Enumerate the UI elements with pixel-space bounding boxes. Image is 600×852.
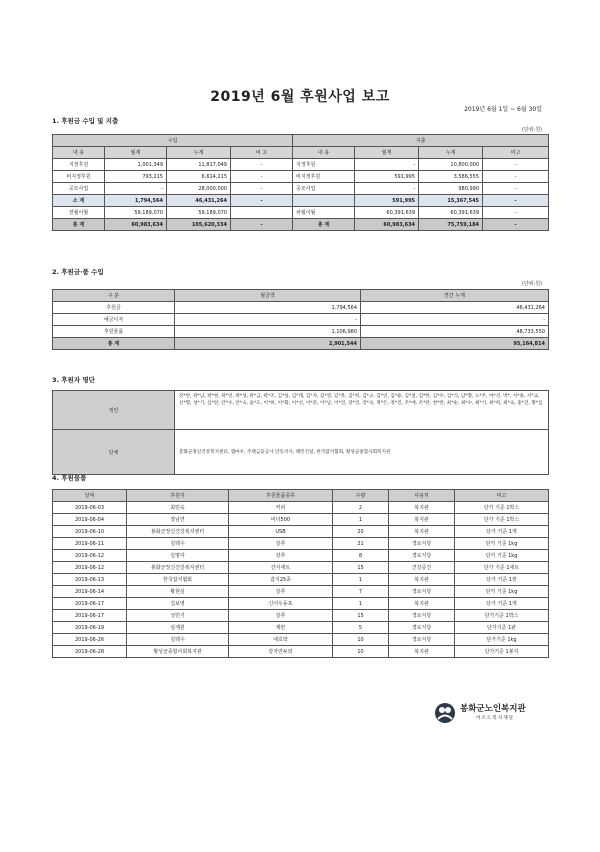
column-header: 날짜 [53, 490, 127, 502]
table-cell: 총 계 [53, 219, 105, 231]
table-cell: 60,983,634 [105, 219, 167, 231]
table-cell: 6,614,215 [167, 171, 231, 183]
table-cell: 건강증진 [389, 562, 455, 574]
table-cell: 총 계 [53, 338, 175, 350]
table-cell: 60,983,634 [355, 219, 419, 231]
logo-subtitle: 어르드복지재단 [476, 716, 515, 721]
table-cell: 10 [333, 634, 389, 646]
goods-rows [53, 502, 549, 658]
table-cell: 21 [333, 538, 389, 550]
table-cell: 계란 [229, 622, 333, 634]
column-header: 후원물품종류 [229, 490, 333, 502]
table-cell: 48,733,550 [361, 326, 549, 338]
table-cell: 황성군종합사회복지관 [127, 646, 229, 658]
table-cell [231, 207, 293, 219]
table-cell: USB [229, 526, 333, 538]
table-cell: 전월이월 [53, 207, 105, 219]
table-cell: - [175, 314, 361, 326]
table-cell: - [355, 183, 419, 195]
table-cell: 복지관 [389, 598, 455, 610]
total-row [53, 338, 549, 350]
table-row [53, 326, 549, 338]
table-row [53, 391, 549, 430]
table-cell: 591,995 [355, 171, 419, 183]
table-cell: 단가 기준 1kg [455, 538, 549, 550]
table-cell: - [483, 207, 549, 219]
table-cell: 15,367,545 [419, 195, 483, 207]
section-3-heading: 3. 후원자 명단 [52, 376, 95, 384]
table-cell: 단가 기준 1권 [455, 574, 549, 586]
table-cell: 2019-06-14 [53, 586, 127, 598]
report-title: 2019년 6월 후원사업 보고 [210, 89, 390, 105]
table-cell: - [231, 219, 293, 231]
column-header: 사용처 [389, 490, 455, 502]
logo-name: 봉화군노인복지관 [460, 704, 526, 714]
column-header: 비고 [455, 490, 549, 502]
table-row [53, 514, 549, 526]
table-cell: 비지정후원 [53, 171, 105, 183]
table-cell: - [483, 159, 549, 171]
table-cell: 단가 기준 1박스 [455, 502, 549, 514]
income-expense-table [52, 134, 549, 231]
table-cell: 경로식당 [389, 586, 455, 598]
organization-logo [434, 700, 564, 728]
group-label: 단체 [53, 430, 175, 475]
column-header: 구 분 [53, 290, 175, 302]
table-cell: 15 [333, 562, 389, 574]
table-cell: 상추 [229, 586, 333, 598]
table-cell: 복지관 [389, 502, 455, 514]
table-cell: 비지정후원 [293, 171, 355, 183]
table-cell: 김택수 [127, 538, 229, 550]
table-row [53, 550, 549, 562]
table-cell: 1 [333, 514, 389, 526]
table-cell: 잡지25종 [229, 574, 333, 586]
column-header: 누계 [419, 147, 483, 159]
table-cell: 단가 기준 1개 [455, 598, 549, 610]
table-cell: 105,620,334 [167, 219, 231, 231]
column-header: 비 고 [231, 147, 293, 159]
donated-goods-table [52, 489, 549, 658]
table-cell: 1,001,349 [105, 159, 167, 171]
table-cell: - [355, 159, 419, 171]
table-cell: 상추 [229, 538, 333, 550]
table-cell: 2019-06-17 [53, 598, 127, 610]
table-cell: - [483, 171, 549, 183]
table-cell: 총 계 [293, 219, 355, 231]
table-row [53, 634, 549, 646]
table-row [53, 314, 549, 326]
table-cell: 예금이자 [53, 314, 175, 326]
table-cell: 28,000,000 [167, 183, 231, 195]
table-cell: 단가 기준 1박스 [455, 514, 549, 526]
expense-group-header: 지출 [293, 135, 549, 147]
table-cell: 경로식당 [389, 538, 455, 550]
section-1-unit: (단위:원) [521, 127, 542, 133]
table-cell: 신어우동포 [229, 598, 333, 610]
table-cell: 793,215 [105, 171, 167, 183]
table-cell: 한국잡지협회 [127, 574, 229, 586]
table-cell: 20 [333, 526, 389, 538]
subtotal-row [53, 195, 549, 207]
table-row [53, 598, 549, 610]
table-cell: 46,431,264 [167, 195, 231, 207]
column-header: 연간 누계 [361, 290, 549, 302]
table-row [53, 586, 549, 598]
table-cell: 1,794,564 [105, 195, 167, 207]
table-header-row [53, 490, 549, 502]
column-header: 내 용 [53, 147, 105, 159]
table-cell: 공모사업 [293, 183, 355, 195]
table-cell: 2019-06-19 [53, 622, 127, 634]
table-cell: 2019-06-04 [53, 514, 127, 526]
section-2-unit: (단위:원) [521, 281, 542, 287]
table-cell: 2019-06-12 [53, 562, 127, 574]
section-1-heading: 1. 후원금 수입 및 지출 [52, 117, 119, 125]
column-header: 수량 [333, 490, 389, 502]
table-cell: 단가기준 1박스 [455, 610, 549, 622]
table-cell: 10 [333, 646, 389, 658]
table-cell: 2,901,544 [175, 338, 361, 350]
table-row [53, 183, 549, 195]
welfare-center-emblem-icon [434, 702, 456, 724]
table-cell: 2019-06-17 [53, 610, 127, 622]
table-cell: 상추 [229, 550, 333, 562]
table-cell: 2019-06-28 [53, 646, 127, 658]
section-4-heading: 4. 후원물품 [52, 474, 87, 482]
table-cell: 후원물품 [53, 326, 175, 338]
table-row [53, 502, 549, 514]
table-cell: 2019-06-11 [53, 538, 127, 550]
table-cell: 7 [333, 586, 389, 598]
table-cell: 46,431,264 [361, 302, 549, 314]
table-row [53, 159, 549, 171]
table-row [53, 574, 549, 586]
table-cell: 단가기준 1봉지 [455, 646, 549, 658]
table-cell: 59,189,070 [105, 207, 167, 219]
table-row [53, 622, 549, 634]
table-cell: 감자만두외 [229, 646, 333, 658]
table-cell: 단가 기준 1세트 [455, 562, 549, 574]
table-cell: - [105, 183, 167, 195]
table-cell: 경로식당 [389, 550, 455, 562]
table-cell: 차월이월 [293, 207, 355, 219]
table-cell: - [231, 183, 293, 195]
table-cell: 단가기준 1판 [455, 622, 549, 634]
table-cell: 60,391,639 [355, 207, 419, 219]
table-cell: 2019-06-12 [53, 550, 127, 562]
column-header: 월금액 [175, 290, 361, 302]
table-cell: 경로식당 [389, 622, 455, 634]
table-header-row [53, 147, 549, 159]
table-cell: 단가 기준 1kg [455, 586, 549, 598]
table-cell: 59,189,070 [167, 207, 231, 219]
table-row [53, 430, 549, 475]
table-cell: 김택수 [127, 634, 229, 646]
table-cell: 소 계 [53, 195, 105, 207]
table-cell: 장남연 [127, 514, 229, 526]
table-cell: 95,164,814 [361, 338, 549, 350]
table-cell: 단가 기준 1kg [455, 550, 549, 562]
table-cell: 10,800,000 [419, 159, 483, 171]
income-group-header: 수입 [53, 135, 293, 147]
table-cell: - [231, 195, 293, 207]
table-row [53, 526, 549, 538]
table-cell: 591,995 [355, 195, 419, 207]
table-cell: 봉화군정신건강복지센터 [127, 562, 229, 574]
table-cell: 단가 기준 1개 [455, 526, 549, 538]
table-cell: 1 [333, 598, 389, 610]
table-cell: 김명자 [127, 550, 229, 562]
table-cell: - [361, 314, 549, 326]
table-cell: 단가기준 1kg [455, 634, 549, 646]
table-cell: 2019-06-26 [53, 634, 127, 646]
table-cell: 경로식당 [389, 610, 455, 622]
table-cell: 김보영 [127, 598, 229, 610]
table-cell: 1,106,980 [175, 326, 361, 338]
table-row [53, 646, 549, 658]
table-cell: 980,990 [419, 183, 483, 195]
table-row [53, 302, 549, 314]
table-cell: 1 [333, 574, 389, 586]
table-cell: 상추 [229, 610, 333, 622]
donor-list-table [52, 390, 549, 475]
table-cell: 2019-06-10 [53, 526, 127, 538]
report-period: 2019년 6월 1일 ~ 6월 30일 [464, 106, 542, 113]
table-cell: 15 [333, 610, 389, 622]
table-cell: 2 [333, 502, 389, 514]
table-cell: 복지관 [389, 514, 455, 526]
table-row [53, 562, 549, 574]
table-cell: 2019-06-03 [53, 502, 127, 514]
table-cell: 5 [333, 622, 389, 634]
table-cell: 간식세트 [229, 562, 333, 574]
table-cell: 75,759,184 [419, 219, 483, 231]
table-cell: 최민숙 [127, 502, 229, 514]
table-row [53, 610, 549, 622]
carry-row [53, 207, 549, 219]
table-cell: 3,586,555 [419, 171, 483, 183]
column-header: 월계 [105, 147, 167, 159]
table-cell: 복지관 [389, 526, 455, 538]
column-header: 월계 [355, 147, 419, 159]
table-cell: 심재원 [127, 622, 229, 634]
table-cell: 2019-06-13 [53, 574, 127, 586]
section-2-heading: 2. 후원금·품 수입 [52, 268, 104, 276]
table-cell: 경로식당 [389, 634, 455, 646]
table-cell: 지정후원 [293, 159, 355, 171]
table-cell: 공모사업 [53, 183, 105, 195]
column-header: 비고 [483, 147, 549, 159]
table-cell: - [483, 195, 549, 207]
individual-label: 개인 [53, 391, 175, 430]
table-cell: 60,391,639 [419, 207, 483, 219]
table-cell: 커피 [229, 502, 333, 514]
table-cell: 후원금 [53, 302, 175, 314]
table-cell: - [231, 159, 293, 171]
table-cell: 복지관 [389, 574, 455, 586]
table-cell: 비타500 [229, 514, 333, 526]
table-row [53, 538, 549, 550]
table-cell: 봉화군정신건강복지센터 [127, 526, 229, 538]
table-cell: 성민기 [127, 610, 229, 622]
table-cell: 1,794,564 [175, 302, 361, 314]
table-cell: 복지관 [389, 646, 455, 658]
table-cell: - [231, 171, 293, 183]
table-header-row [53, 290, 549, 302]
group-names: 봉화군정신건강복지센터, 엠마우, 주택금융공사 안동지사, 태민건설, 한국잡지협회, 황성군종합사회복지관 [175, 430, 549, 475]
table-cell: 황현심 [127, 586, 229, 598]
individual-names: 강*란, 곽*남, 곽*현, 곽*연, 곽*성, 곽*금, 곽*조, 김*일, 김*래, 김*자, 김*영, 김*옥, 김*희, 김*규, 김*연, 김*용, 김*설, 김*한, 김*수, 김*식, 남*향, 노*주, 마*선, 박*, 서*용, 서*교, 신*향, 성*기, 심*란, 안*수, 안*숙, 윤*도, 이*희, 이*화, 이*선, 이*준, 이*남, 이*연, 장*연, 장*숙, 정*은, 정*진, 조*애, 조*란, 천*란, 최*순, 최*수, 최*식, 최*희, 최*숙, 홍*진, 황*심 [175, 391, 549, 430]
donation-income-table [52, 289, 549, 350]
table-cell: - [483, 183, 549, 195]
column-header: 내 용 [293, 147, 355, 159]
table-cell: 지정후원 [53, 159, 105, 171]
column-header: 누계 [167, 147, 231, 159]
column-header: 후원자 [127, 490, 229, 502]
table-cell: - [483, 219, 549, 231]
table-cell: 11,817,049 [167, 159, 231, 171]
table-row [53, 171, 549, 183]
total-row [53, 219, 549, 231]
table-cell: 애호박 [229, 634, 333, 646]
table-cell: 8 [333, 550, 389, 562]
table-cell [293, 195, 355, 207]
